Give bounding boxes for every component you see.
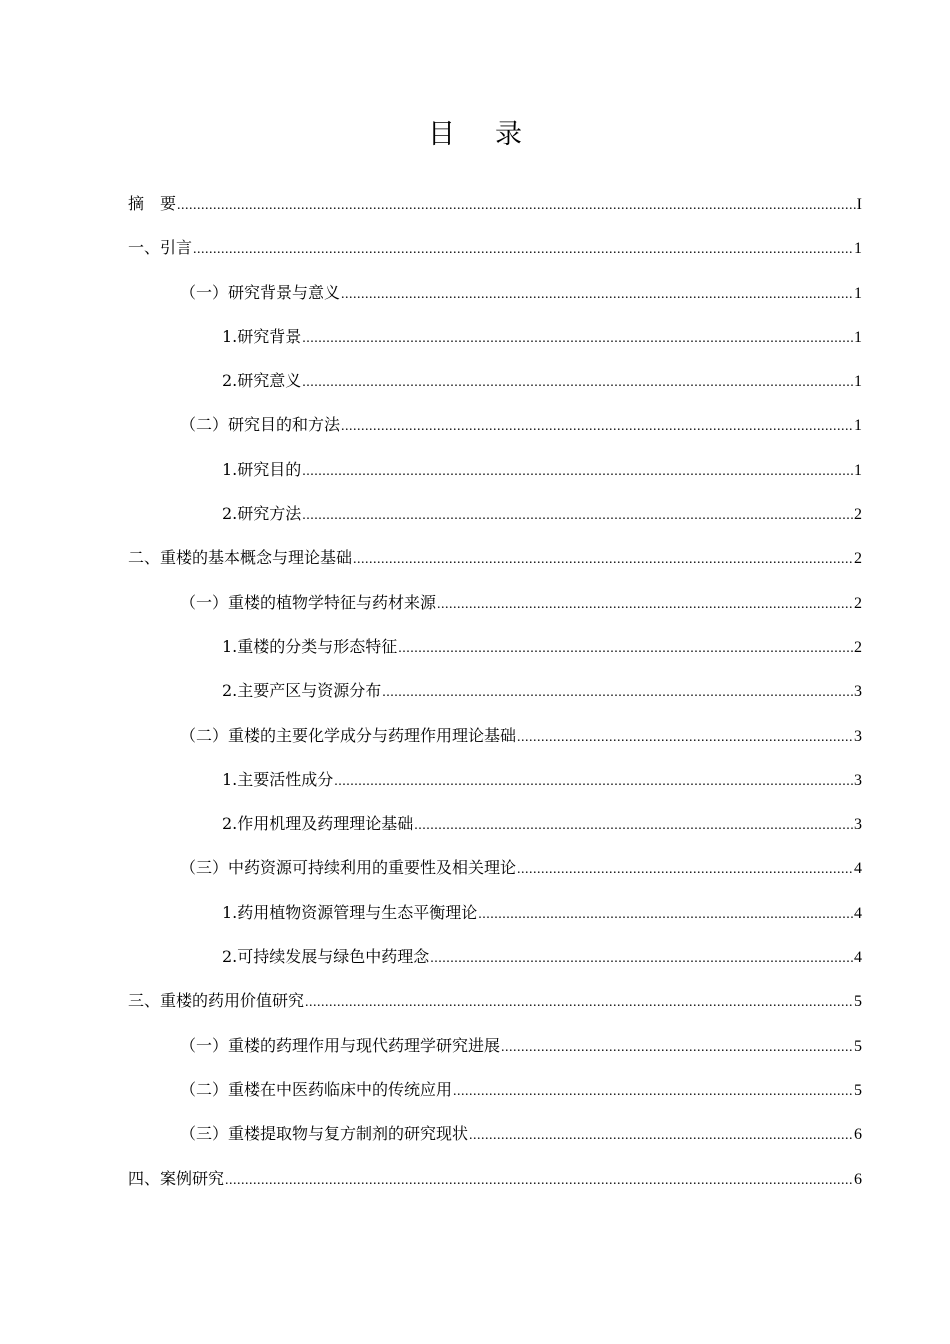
toc-dot-leader [414, 808, 853, 844]
toc-entry-page: 2 [854, 638, 862, 656]
toc-entry-page: 5 [854, 993, 862, 1011]
toc-entry-label: 2.研究意义 [222, 371, 302, 391]
toc-entry[interactable] [128, 629, 862, 673]
toc-entry-page: 3 [854, 816, 862, 834]
toc-entry-label: 2.研究方法 [222, 504, 302, 524]
toc-entry-page: 1 [854, 240, 862, 258]
toc-entry[interactable] [128, 1028, 862, 1072]
toc-entry[interactable] [128, 1116, 862, 1160]
toc-entry[interactable] [128, 540, 862, 584]
toc-entry[interactable] [128, 275, 862, 319]
toc-entry-page: 6 [854, 1126, 862, 1144]
toc-entry-page: 1 [854, 328, 862, 346]
toc-dot-leader [225, 1163, 853, 1199]
toc-entry-label: 四、案例研究 [128, 1168, 225, 1188]
toc-title: 目录 [428, 119, 562, 150]
toc-entry-label: 2.作用机理及药理理论基础 [222, 814, 414, 834]
toc-entry-page: I [856, 196, 862, 213]
toc-entry[interactable] [128, 673, 862, 717]
toc-dot-leader [517, 720, 853, 756]
toc-entry[interactable] [128, 1161, 862, 1205]
toc-entry-page: 3 [854, 727, 862, 745]
toc-entry-page: 3 [854, 771, 862, 789]
toc-entry-page: 1 [854, 417, 862, 435]
toc-entry-label: （一）研究背景与意义 [180, 282, 341, 302]
toc-entry-label: （二）研究目的和方法 [180, 415, 341, 435]
toc-dot-leader [501, 1030, 853, 1066]
toc-dot-leader [453, 1074, 853, 1110]
toc-entry[interactable] [128, 452, 862, 496]
toc-entry-page: 5 [854, 1037, 862, 1055]
toc-dot-leader [517, 852, 853, 888]
toc-entry[interactable] [128, 585, 862, 629]
toc-entry-label: 一、引言 [128, 238, 193, 258]
toc-entry-label: （二）重楼在中医药临床中的传统应用 [180, 1079, 453, 1099]
toc-entry-page: 4 [854, 904, 862, 922]
toc-entry-label: 1.重楼的分类与形态特征 [222, 636, 398, 656]
toc-dot-leader [302, 321, 853, 357]
toc-entry[interactable] [128, 319, 862, 363]
toc-entry-page: 1 [854, 461, 862, 479]
toc-dot-leader [193, 232, 853, 268]
toc-entry[interactable] [128, 363, 862, 407]
toc-entry[interactable] [128, 850, 862, 894]
toc-dot-leader [302, 498, 853, 534]
toc-entry[interactable] [128, 983, 862, 1027]
toc-entry-label: 1.药用植物资源管理与生态平衡理论 [222, 902, 478, 922]
toc-dot-leader [341, 409, 853, 445]
toc-entry[interactable] [128, 718, 862, 762]
toc-entry-page: 4 [854, 860, 862, 878]
toc-entry-label: 二、重楼的基本概念与理论基础 [128, 548, 353, 568]
toc-entry-label: 三、重楼的药用价值研究 [128, 991, 305, 1011]
toc-dot-leader [478, 897, 853, 933]
toc-entry[interactable] [128, 939, 862, 983]
toc-dot-leader [469, 1118, 853, 1154]
toc-entry-page: 5 [854, 1081, 862, 1099]
toc-entry[interactable] [128, 1072, 862, 1116]
toc-dot-leader [398, 631, 853, 667]
toc-entry-label: 1.研究背景 [222, 326, 302, 346]
toc-entry-label: （三）重楼提取物与复方制剂的研究现状 [180, 1124, 469, 1144]
toc-dot-leader [305, 985, 853, 1021]
toc-entry-label: 1.主要活性成分 [222, 769, 334, 789]
toc-dot-leader [437, 587, 853, 623]
toc-entry[interactable] [128, 895, 862, 939]
toc-entry-label: （一）重楼的植物学特征与药材来源 [180, 592, 437, 612]
toc-entry-page: 6 [854, 1170, 862, 1188]
toc-entry-page: 1 [854, 373, 862, 391]
toc-dot-leader [334, 764, 853, 800]
toc-dot-leader [302, 454, 853, 490]
toc-entry-label: 1.研究目的 [222, 459, 302, 479]
toc-entry-label: 摘 要 [128, 194, 177, 213]
toc-entry[interactable] [128, 186, 862, 230]
toc-entry-label: （三）中药资源可持续利用的重要性及相关理论 [180, 858, 517, 878]
toc-entry-page: 2 [854, 594, 862, 612]
toc-dot-leader [430, 941, 853, 977]
toc-entry[interactable] [128, 407, 862, 451]
toc-dot-leader [382, 675, 853, 711]
toc-entry[interactable] [128, 496, 862, 540]
toc-entry[interactable] [128, 806, 862, 850]
toc-entry-label: （一）重楼的药理作用与现代药理学研究进展 [180, 1035, 501, 1055]
toc-entry-page: 4 [854, 949, 862, 967]
toc-dot-leader [353, 542, 853, 578]
toc-entry-page: 1 [854, 284, 862, 302]
toc-list [128, 186, 862, 1205]
toc-entry-label: （二）重楼的主要化学成分与药理作用理论基础 [180, 725, 517, 745]
toc-dot-leader [177, 188, 856, 224]
toc-entry-page: 3 [854, 683, 862, 701]
toc-dot-leader [302, 365, 853, 401]
toc-entry[interactable] [128, 230, 862, 274]
toc-entry-page: 2 [854, 506, 862, 524]
toc-entry[interactable] [128, 762, 862, 806]
toc-entry-label: 2.主要产区与资源分布 [222, 681, 382, 701]
toc-entry-page: 2 [854, 550, 862, 568]
toc-dot-leader [341, 277, 853, 313]
toc-entry-label: 2.可持续发展与绿色中药理念 [222, 947, 430, 967]
